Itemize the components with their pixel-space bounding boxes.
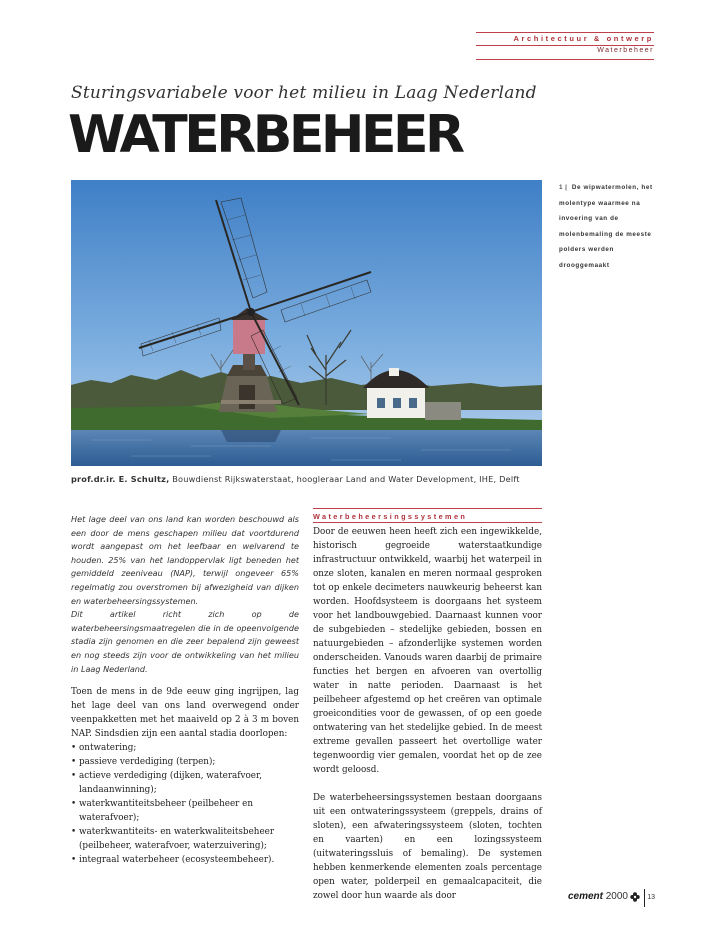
- abstract-paragraph: Het lage deel van ons land kan worden beschouwd als een door de mens geschapen milieu dat voortdurend wordt aangepast om het leefbaar en welvarend te houden. 25% van het landoppervlak ligt beneden het gemiddeld zeeniveau (NAP), terwijl ongeveer 65% regelmatig zou overstromen bij afwezigheid van dijken en waterbeheersingssystemen.: [71, 514, 299, 606]
- abstract-paragraph: Dit artikel richt zich op de waterbeheersingsmaatregelen die in de opeenvolgende stadia zijn genomen en die zeer bepalend zijn geweest en nog steeds zijn voor de ontwikkeling van het milieu in Laag Nederland.: [71, 609, 299, 674]
- body-left-column: [71, 685, 299, 867]
- body-right-column: [313, 525, 542, 903]
- caption-text: De wipwatermolen, het molentype waarmee na invoering van de molenbemaling de meeste polders werden drooggemaakt: [559, 184, 653, 269]
- list-item: • waterkwantiteits- en waterkwaliteitsbeheer (peilbeheer, waterafvoer, waterzuivering);: [71, 825, 299, 853]
- page-footer: [540, 889, 658, 907]
- article-title: WATERBEHEER: [68, 105, 462, 165]
- list-item: • ontwatering;: [71, 741, 299, 755]
- photo-caption: 1 | De wipwatermolen, het molentype waarmee na invoering van de molenbemaling de meeste polders werden drooggemaakt: [559, 184, 653, 269]
- footer-brand: [568, 891, 628, 902]
- windmill-photo: [71, 180, 542, 466]
- stages-list: [71, 741, 299, 867]
- flower-icon: [630, 892, 640, 902]
- caption-number: 1: [559, 184, 564, 191]
- running-head-section: Architectuur & ontwerp: [476, 32, 654, 46]
- list-item: • waterkwantiteitsbeheer (peilbeheer en waterafvoer);: [71, 797, 299, 825]
- list-item: • actieve verdediging (dijken, waterafvoer, landaanwinning);: [71, 769, 299, 797]
- footer-divider: [644, 889, 645, 907]
- author-name: prof.dr.ir. E. Schultz,: [71, 474, 170, 484]
- page-number: 13: [647, 894, 655, 901]
- article-kicker: Sturingsvariabele voor het milieu in Laag Nederland: [71, 83, 537, 103]
- list-item: • integraal waterbeheer (ecosysteembeheer).: [71, 853, 299, 867]
- footer-magazine: cement: [567, 891, 603, 902]
- author-affiliation: Bouwdienst Rijkswaterstaat, hoogleraar Land and Water Development, IHE, Delft: [172, 474, 520, 484]
- section-heading: Waterbeheersingssystemen: [313, 508, 542, 523]
- body-paragraph: Toen de mens in de 9de eeuw ging ingrijpen, lag het lage deel van ons land overwegend onder veenpakketten met het maaiveld op 2 à 3 m boven NAP. Sindsdien zijn een aantal stadia doorlopen:: [71, 687, 299, 739]
- abstract: [71, 513, 299, 676]
- body-paragraph: Door de eeuwen heen heeft zich een ingewikkelde, historisch gegroeide waterstaatkundige infrastructuur ontwikkeld, waarbij het waterpeil in onze sloten, kanalen en meren normaal gesproken tot op enkele decimeters nauwkeurig beheerst kan worden. Hoofdsysteem is doorgaans het systeem voor het landbouwgebied. Daarnaast kunnen voor de subgebieden – stedelijke gebieden, bossen en natuurgebieden – afzonderlijke systemen worden onderscheiden. Vanouds waren daarbij de primaire functies het bergen en afvoeren van overtollig water in natte perioden. Daarnaast is het peilbeheer afgestemd op het creëren van optimale groeicondities voor de gewassen, of op een goede ontwatering van het stedelijke gebied. In de meest extreme gevallen passeert het overtollige water tegenwoordig vier gemalen, voordat het op de zee wordt geloosd.: [313, 527, 542, 775]
- author-line: [71, 474, 520, 484]
- footer-year: 2000: [605, 891, 628, 902]
- list-item: • passieve verdediging (terpen);: [71, 755, 299, 769]
- running-head-topic: Waterbeheer: [476, 46, 654, 60]
- body-paragraph: De waterbeheersingssystemen bestaan doorgaans uit een ontwateringssysteem (greppels, drains of sloten), een afwateringssysteem (sloten, tochten en vaarten) en een lozingssysteem (uitwateringssluis of bemaling). De systemen hebben kenmerkende elementen zoals percentage open water, polderpeil en gemaalcapaciteit, die zowel door hun waarde als door: [313, 793, 542, 901]
